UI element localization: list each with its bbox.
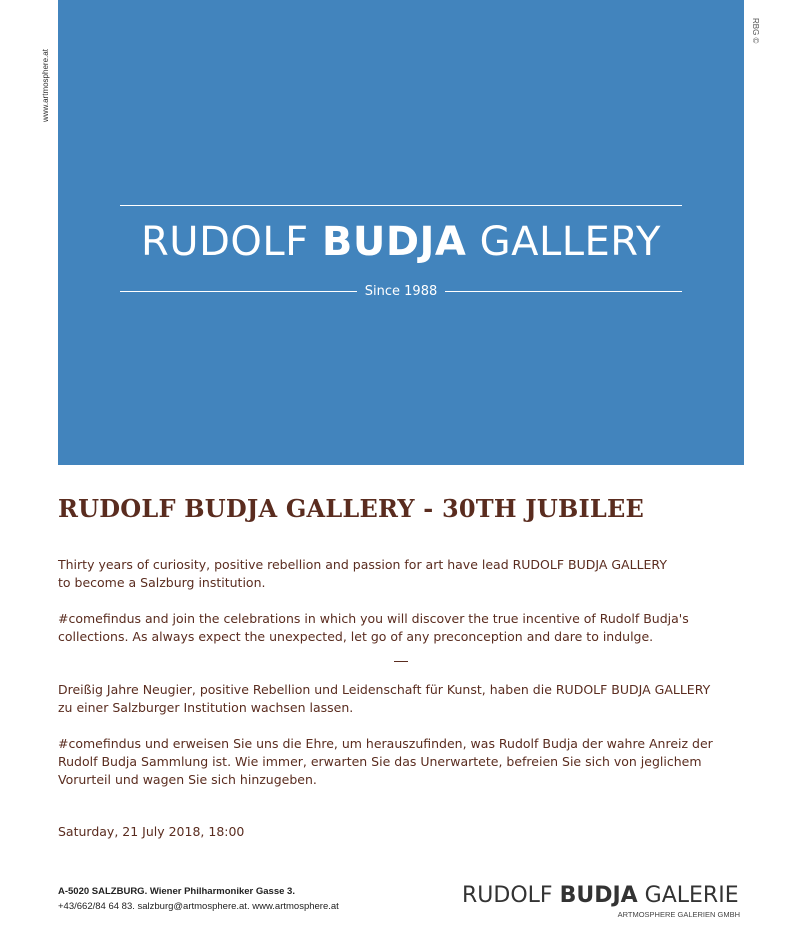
logo-part-2: GALERIE [637,883,739,908]
paragraph-german-1 [58,681,748,717]
gallery-logo [462,884,744,919]
logo-wordmark [462,884,744,908]
side-url-text: www.artmosphere.at [41,49,50,122]
hero-rule-top [120,205,682,206]
paragraph-english-2 [58,610,748,646]
logo-bold: BUDJA [559,883,638,908]
page-heading: RUDOLF BUDJA GALLERY - 30TH JUBILEE [58,494,644,523]
side-url-vertical [38,18,58,128]
paragraph-german-2 [58,735,748,789]
since-text: Since 1988 [364,283,438,299]
p4-line-2: Rudolf Budja Sammlung ist. Wie immer, erwarten Sie das Unerwartete, befreien Sie sich von jeglichem [58,754,702,769]
since-row [120,282,682,300]
hero-banner [58,0,744,465]
footer-address [58,884,339,914]
side-credit-text: RBG © [751,18,760,44]
hero-title-bold: BUDJA [321,219,467,265]
hero-title-part-2: GALLERY [466,219,661,265]
p3-line-2: zu einer Salzburger Institution wachsen lassen. [58,700,354,715]
p4-line-1: #comefindus und erweisen Sie uns die Ehre, um herauszufinden, was Rudolf Budja der wahre Anreiz der [58,736,713,751]
p1-line-2: to become a Salzburg institution. [58,575,266,590]
hero-title-part-1: RUDOLF [141,219,322,265]
contact-line: +43/662/84 64 83. salzburg@artmosphere.at. www.artmosphere.at [58,901,339,912]
p1-line-1: Thirty years of curiosity, positive rebellion and passion for art have lead RUDOLF BUDJA GALLERY [58,557,667,572]
p2-line-2: collections. As always expect the unexpected, let go of any preconception and dare to indulge. [58,629,654,644]
paragraph-english-1 [58,556,748,592]
since-rule-left [120,291,357,292]
logo-part-1: RUDOLF [462,883,560,908]
address-line: A-5020 SALZBURG. Wiener Philharmoniker Gasse 3. [58,886,295,897]
side-credit-vertical [746,18,764,68]
since-rule-right [445,291,682,292]
event-date: Saturday, 21 July 2018, 18:00 [58,824,245,839]
p2-line-1: #comefindus and join the celebrations in which you will discover the true incentive of Rudolf Budja's [58,611,689,626]
language-divider [394,661,408,662]
hero-title [120,216,682,268]
logo-subtitle: ARTMOSPHERE GALERIEN GMBH [617,910,740,919]
p4-line-3: Vorurteil und wagen Sie sich hinzugeben. [58,772,317,787]
p3-line-1: Dreißig Jahre Neugier, positive Rebellion und Leidenschaft für Kunst, haben die RUDOLF BUDJA GALLERY [58,682,711,697]
